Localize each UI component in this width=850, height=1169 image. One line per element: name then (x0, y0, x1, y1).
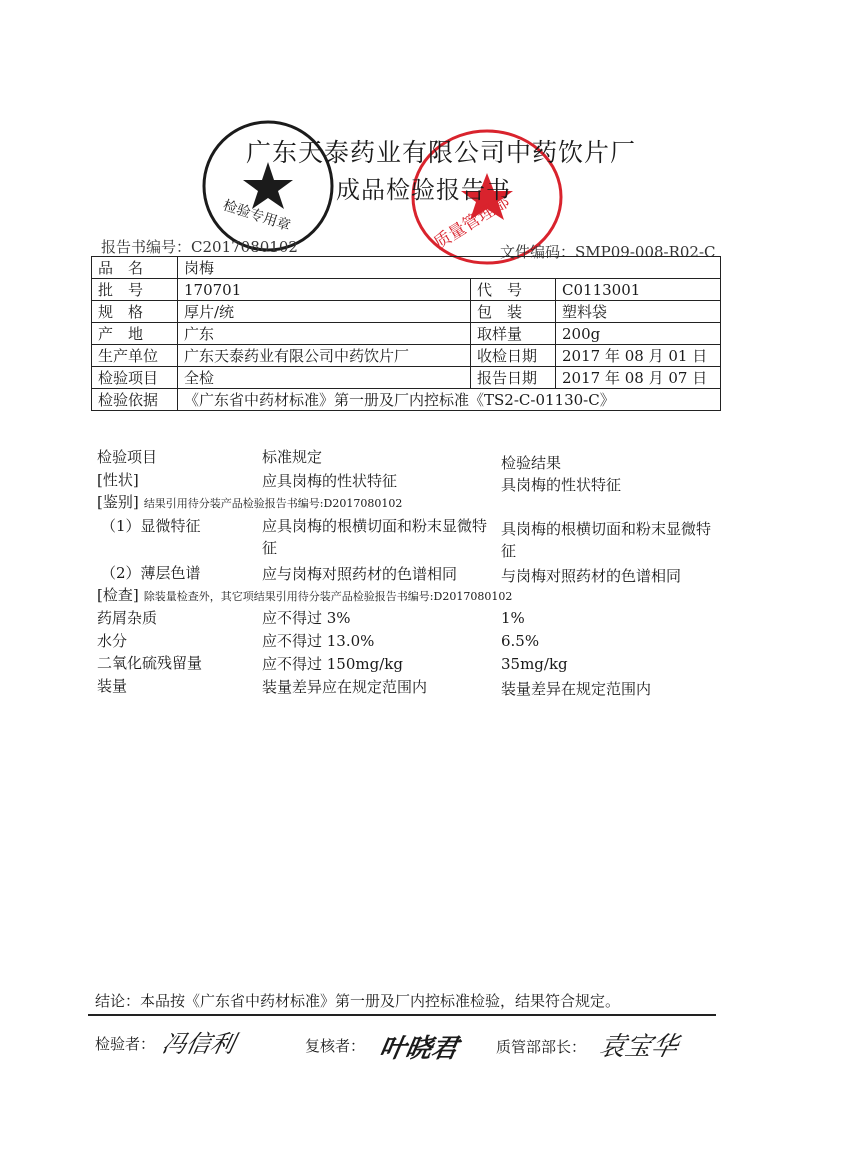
table-row (92, 279, 721, 301)
report-number (101, 236, 298, 257)
batch-label: 批 号 (92, 279, 178, 301)
col-standard-header: 标准规定 (262, 448, 323, 466)
receive-date-value: 2017 年 08 月 01 日 (556, 345, 721, 367)
col-item-header: 检验项目 (97, 448, 158, 466)
so2-item: 二氧化硫残留量 (97, 654, 203, 672)
item-label: 检验项目 (92, 367, 178, 389)
origin-value: 广东 (178, 323, 471, 345)
item-value: 全检 (178, 367, 471, 389)
report-date-label: 报告日期 (471, 367, 556, 389)
bocengsepu-item: （2）薄层色谱 (101, 564, 201, 582)
pack-value: 塑料袋 (556, 301, 721, 323)
company-title: 广东天泰药业有限公司中药饮片厂 (246, 138, 637, 167)
jianbie-note: 结果引用待分装产品检验报告书编号:D2017080102 (143, 497, 403, 510)
table-row (92, 367, 721, 389)
product-info-table (91, 256, 721, 411)
stamp-right-label: 质量管理部 (430, 191, 514, 254)
shuifen-item: 水分 (97, 632, 128, 650)
xianwei-item: （1）显微特征 (101, 517, 201, 535)
sample-value: 200g (556, 323, 721, 345)
file-number-value: SMP09-008-R02-C (575, 243, 716, 261)
code-label: 代 号 (471, 279, 556, 301)
yaoxie-standard: 应不得过 3% (262, 609, 351, 627)
code-value: C0113001 (556, 279, 721, 301)
so2-standard: 应不得过 150mg/kg (262, 655, 403, 673)
name-value: 岗梅 (178, 257, 721, 279)
reviewer-label: 复核者： (305, 1037, 366, 1055)
jianbie-row (97, 491, 402, 512)
jiancha-note: 除装量检查外，其它项结果引用待分装产品检验报告书编号:D2017080102 (143, 590, 513, 603)
receive-date-label: 收检日期 (471, 345, 556, 367)
xianwei-result: 具岗梅的根横切面和粉末显微特征 (501, 520, 712, 560)
xianwei-standard: 应具岗梅的根横切面和粉末显微特征 (262, 517, 488, 557)
report-title: 成品检验报告书 (336, 176, 511, 204)
yaoxie-item: 药屑杂质 (97, 609, 158, 627)
table-row (92, 257, 721, 279)
xingzhuang-item: [性状] (97, 471, 139, 489)
table-row (92, 323, 721, 345)
origin-label: 产 地 (92, 323, 178, 345)
pack-label: 包 装 (471, 301, 556, 323)
spec-value: 厚片/统 (178, 301, 471, 323)
batch-value: 170701 (178, 279, 471, 301)
maker-value: 广东天泰药业有限公司中药饮片厂 (178, 345, 471, 367)
manager-signature: 袁宝华 (596, 1032, 681, 1062)
sample-label: 取样量 (471, 323, 556, 345)
name-label: 品 名 (92, 257, 178, 279)
zhuangliang-standard: 装量差异应在规定范围内 (262, 678, 428, 696)
report-number-value: C2017080102 (191, 238, 298, 256)
table-row (92, 389, 721, 411)
conclusion: 结论：本品按《广东省中药材标准》第一册及厂内控标准检验，结果符合规定。 (95, 992, 621, 1010)
inspector-signature: 冯信利 (159, 1030, 238, 1058)
xingzhuang-result: 具岗梅的性状特征 (501, 476, 622, 494)
file-number-label: 文件编码： (500, 243, 576, 261)
report-number-label: 报告书编号： (101, 238, 192, 256)
table-row (92, 301, 721, 323)
report-date-value: 2017 年 08 月 07 日 (556, 367, 721, 389)
zhuangliang-result: 装量差异在规定范围内 (501, 680, 652, 698)
zhuangliang-item: 装量 (97, 677, 128, 695)
table-row (92, 345, 721, 367)
manager-label: 质管部部长： (496, 1038, 587, 1056)
reviewer-signature: 叶晓君 (376, 1034, 461, 1064)
xingzhuang-standard: 应具岗梅的性状特征 (262, 472, 398, 490)
basis-value: 《广东省中药材标准》第一册及厂内控标准《TS2-C-01130-C》 (178, 389, 721, 411)
col-result-header: 检验结果 (501, 454, 562, 472)
jiancha-row (97, 584, 512, 605)
basis-label: 检验依据 (92, 389, 178, 411)
spec-label: 规 格 (92, 301, 178, 323)
stamp-left-label: 检验专用章 (220, 197, 293, 235)
yaoxie-result: 1% (501, 609, 525, 627)
shuifen-result: 6.5% (501, 632, 540, 650)
jianbie-item: [鉴别] (97, 493, 139, 511)
shuifen-standard: 应不得过 13.0% (262, 632, 375, 650)
maker-label: 生产单位 (92, 345, 178, 367)
so2-result: 35mg/kg (501, 655, 568, 673)
bocengsepu-result: 与岗梅对照药材的色谱相同 (501, 567, 682, 585)
jiancha-item: [检查] (97, 586, 139, 604)
bocengsepu-standard: 应与岗梅对照药材的色谱相同 (262, 565, 458, 583)
divider (88, 1014, 716, 1016)
inspector-label: 检验者： (95, 1035, 156, 1053)
